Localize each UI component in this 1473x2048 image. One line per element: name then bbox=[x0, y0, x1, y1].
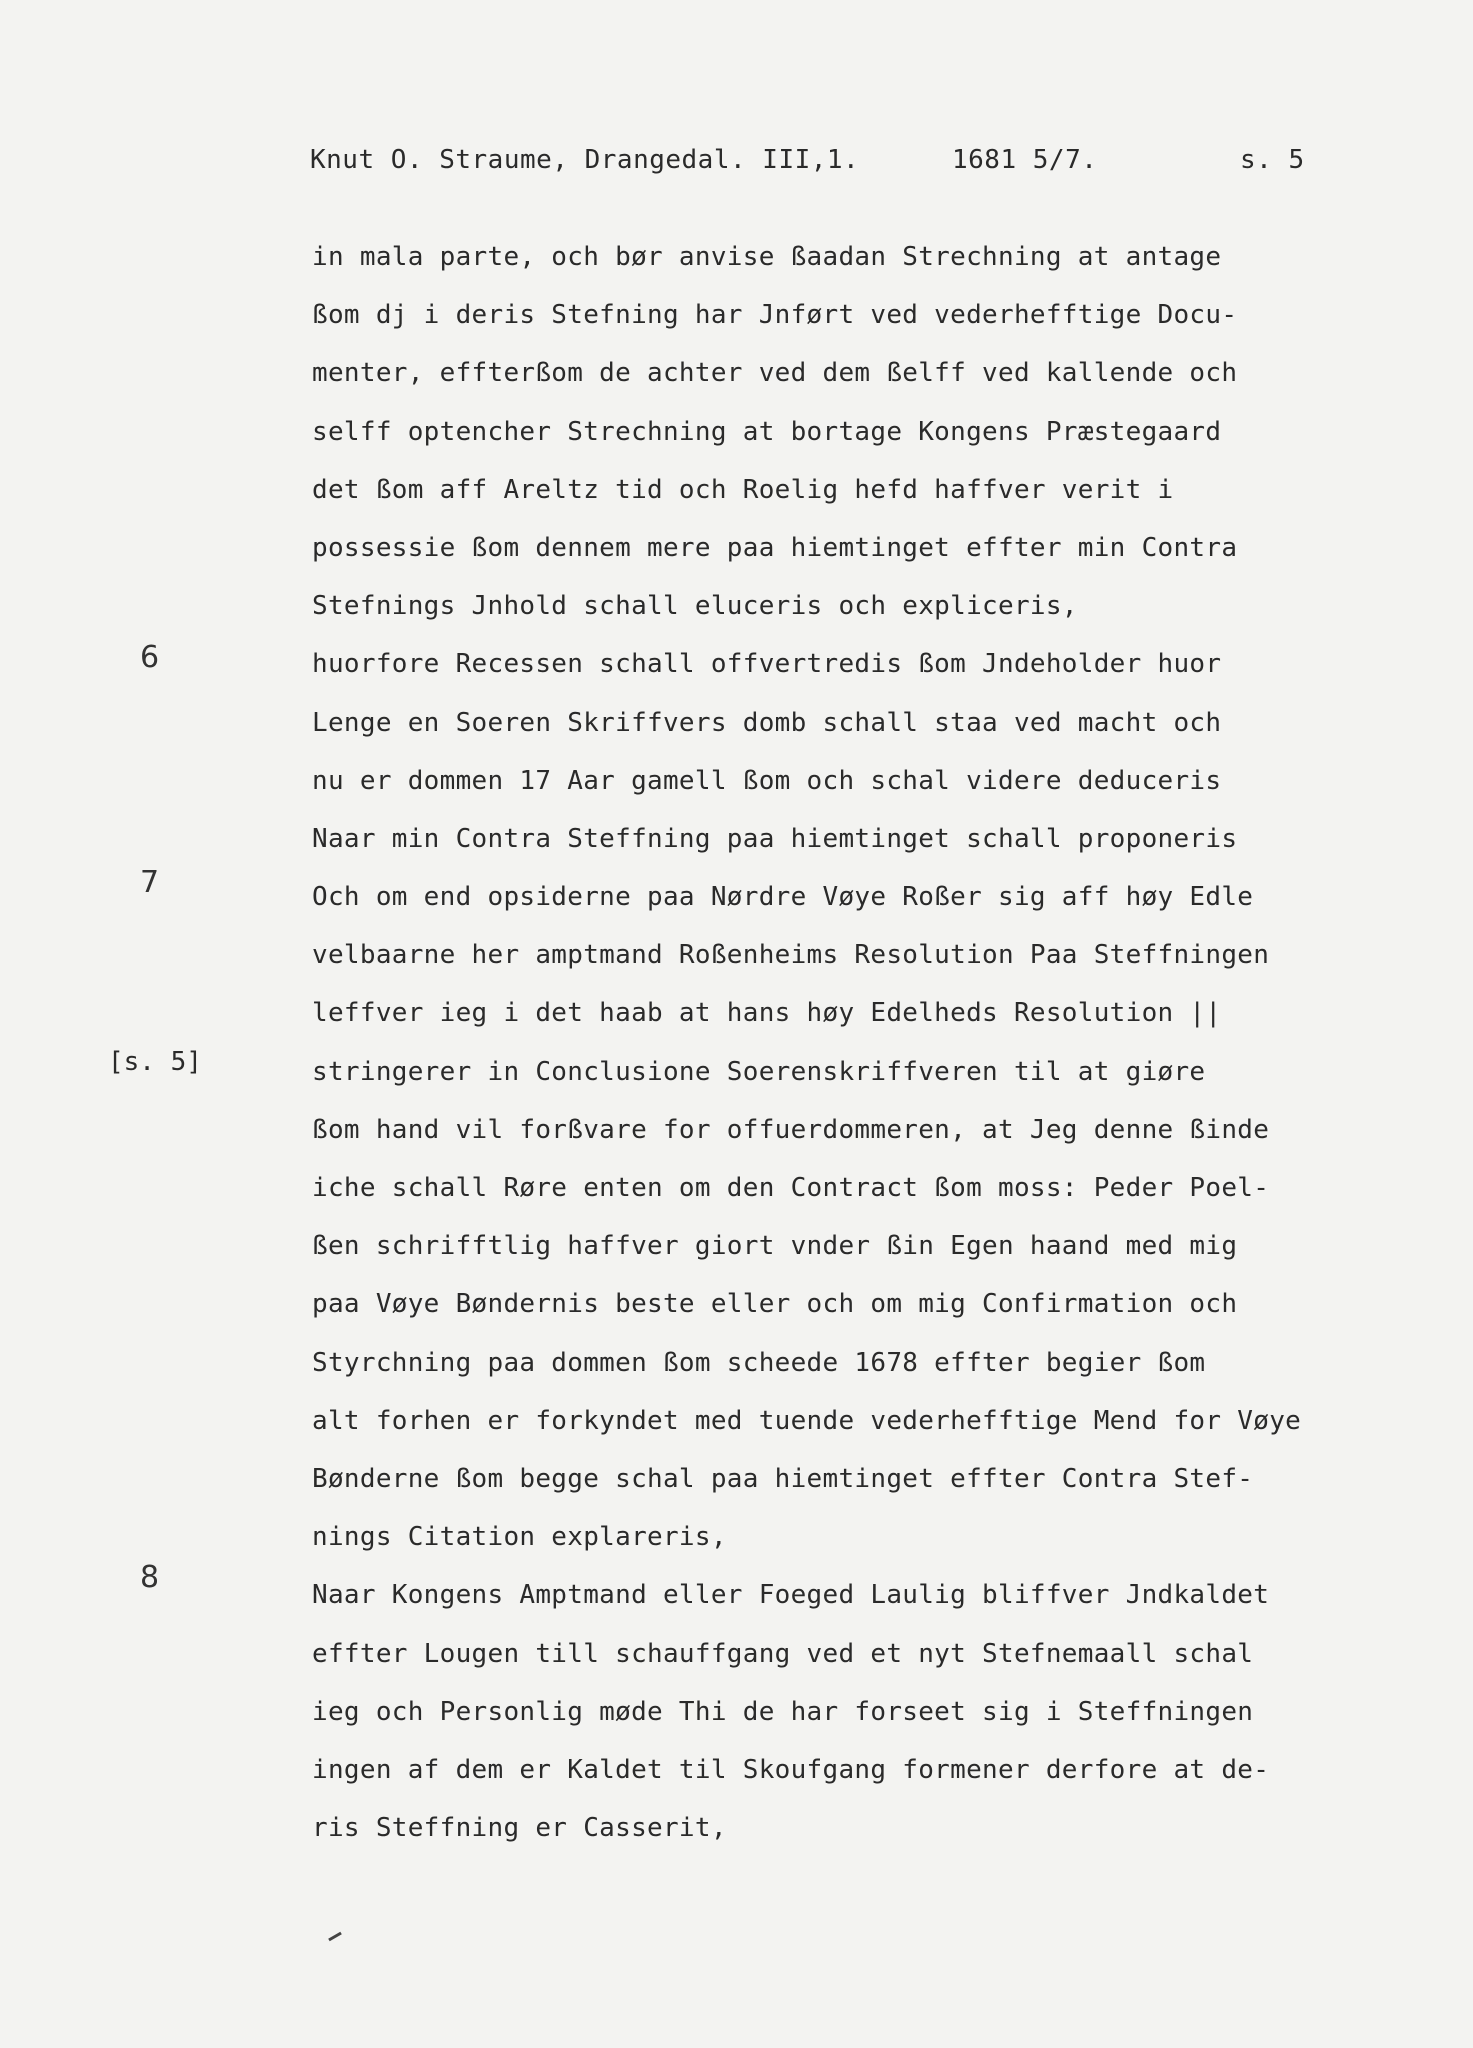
text-line: in mala parte, och bør anvise ßaadan Strechning at antage bbox=[312, 242, 1222, 272]
text-line: stringerer in Conclusione Soerenskriffveren til at giøre bbox=[312, 1056, 1206, 1087]
header-date: 1681 5/7. bbox=[952, 145, 1098, 175]
text-line: huorfore Recessen schall offvertredis ßom Jndeholder huor bbox=[312, 649, 1222, 680]
page-header bbox=[310, 145, 1320, 185]
text-line: paa Vøye Bøndernis beste eller och om mig Confirmation och bbox=[312, 1289, 1238, 1320]
text-line: ßom hand vil forßvare for offuerdommeren, at Jeg denne ßinde bbox=[312, 1114, 1270, 1145]
margin-note-7: 7 bbox=[140, 865, 160, 900]
text-line: nings Citation explareris, bbox=[312, 1522, 727, 1553]
margin-page-reference: [s. 5] bbox=[108, 1047, 202, 1077]
text-line: ßom dj i deris Stefning har Jnført ved vederhefftige Docu- bbox=[312, 300, 1238, 331]
pen-mark bbox=[328, 1932, 342, 1942]
text-line: alt forhen er forkyndet med tuende vederhefftige Mend for Vøye bbox=[312, 1405, 1302, 1436]
text-line: ßen schrifftlig haffver giort vnder ßin Egen haand med mig bbox=[312, 1231, 1238, 1262]
text-line: effter Lougen till schauffgang ved et nyt Stefnemaall schal bbox=[312, 1638, 1254, 1669]
text-line: velbaarne her amptmand Roßenheims Resolution Paa Steffningen bbox=[312, 940, 1270, 971]
text-line: ris Steffning er Casserit, bbox=[312, 1813, 727, 1844]
text-line: menter, effterßom de achter ved dem ßelff ved kallende och bbox=[312, 358, 1238, 389]
margin-note-6: 6 bbox=[140, 640, 160, 675]
text-line: leffver ieg i det haab at hans høy Edelheds Resolution || bbox=[312, 998, 1222, 1029]
text-line: selff optencher Strechning at bortage Kongens Præstegaard bbox=[312, 416, 1222, 447]
transcription-body bbox=[312, 228, 1392, 1857]
text-line: Naar min Contra Steffning paa hiemtinget schall proponeris bbox=[312, 823, 1238, 854]
text-line: ingen af dem er Kaldet til Skoufgang formener derfore at de- bbox=[312, 1754, 1270, 1785]
text-line: iche schall Røre enten om den Contract ßom moss: Peder Poel- bbox=[312, 1173, 1270, 1203]
text-line: Styrchning paa dommen ßom scheede 1678 effter begier ßom bbox=[312, 1347, 1206, 1378]
header-source: Knut O. Straume, Drangedal. III,1. bbox=[310, 145, 860, 175]
text-line: nu er dommen 17 Aar gamell ßom och schal videre deduceris bbox=[312, 765, 1222, 796]
text-line: ieg och Personlig møde Thi de har forseet sig i Steffningen bbox=[312, 1696, 1254, 1727]
margin-note-8: 8 bbox=[140, 1560, 160, 1595]
text-line: Och om end opsiderne paa Nørdre Vøye Roßer sig aff høy Edle bbox=[312, 882, 1254, 913]
text-line: possessie ßom dennem mere paa hiemtinget effter min Contra bbox=[312, 532, 1238, 563]
text-line: Bønderne ßom begge schal paa hiemtinget effter Contra Stef- bbox=[312, 1463, 1254, 1494]
background-watermark bbox=[1383, 0, 1463, 1880]
text-line: Naar Kongens Amptmand eller Foeged Laulig bliffver Jndkaldet bbox=[312, 1580, 1270, 1611]
text-line: Stefnings Jnhold schall eluceris och expliceris, bbox=[312, 591, 1078, 622]
text-line: det ßom aff Areltz tid och Roelig hefd haffver verit i bbox=[312, 474, 1174, 505]
text-line: Lenge en Soeren Skriffvers domb schall staa ved macht och bbox=[312, 707, 1222, 738]
header-page-number: s. 5 bbox=[1240, 145, 1305, 175]
